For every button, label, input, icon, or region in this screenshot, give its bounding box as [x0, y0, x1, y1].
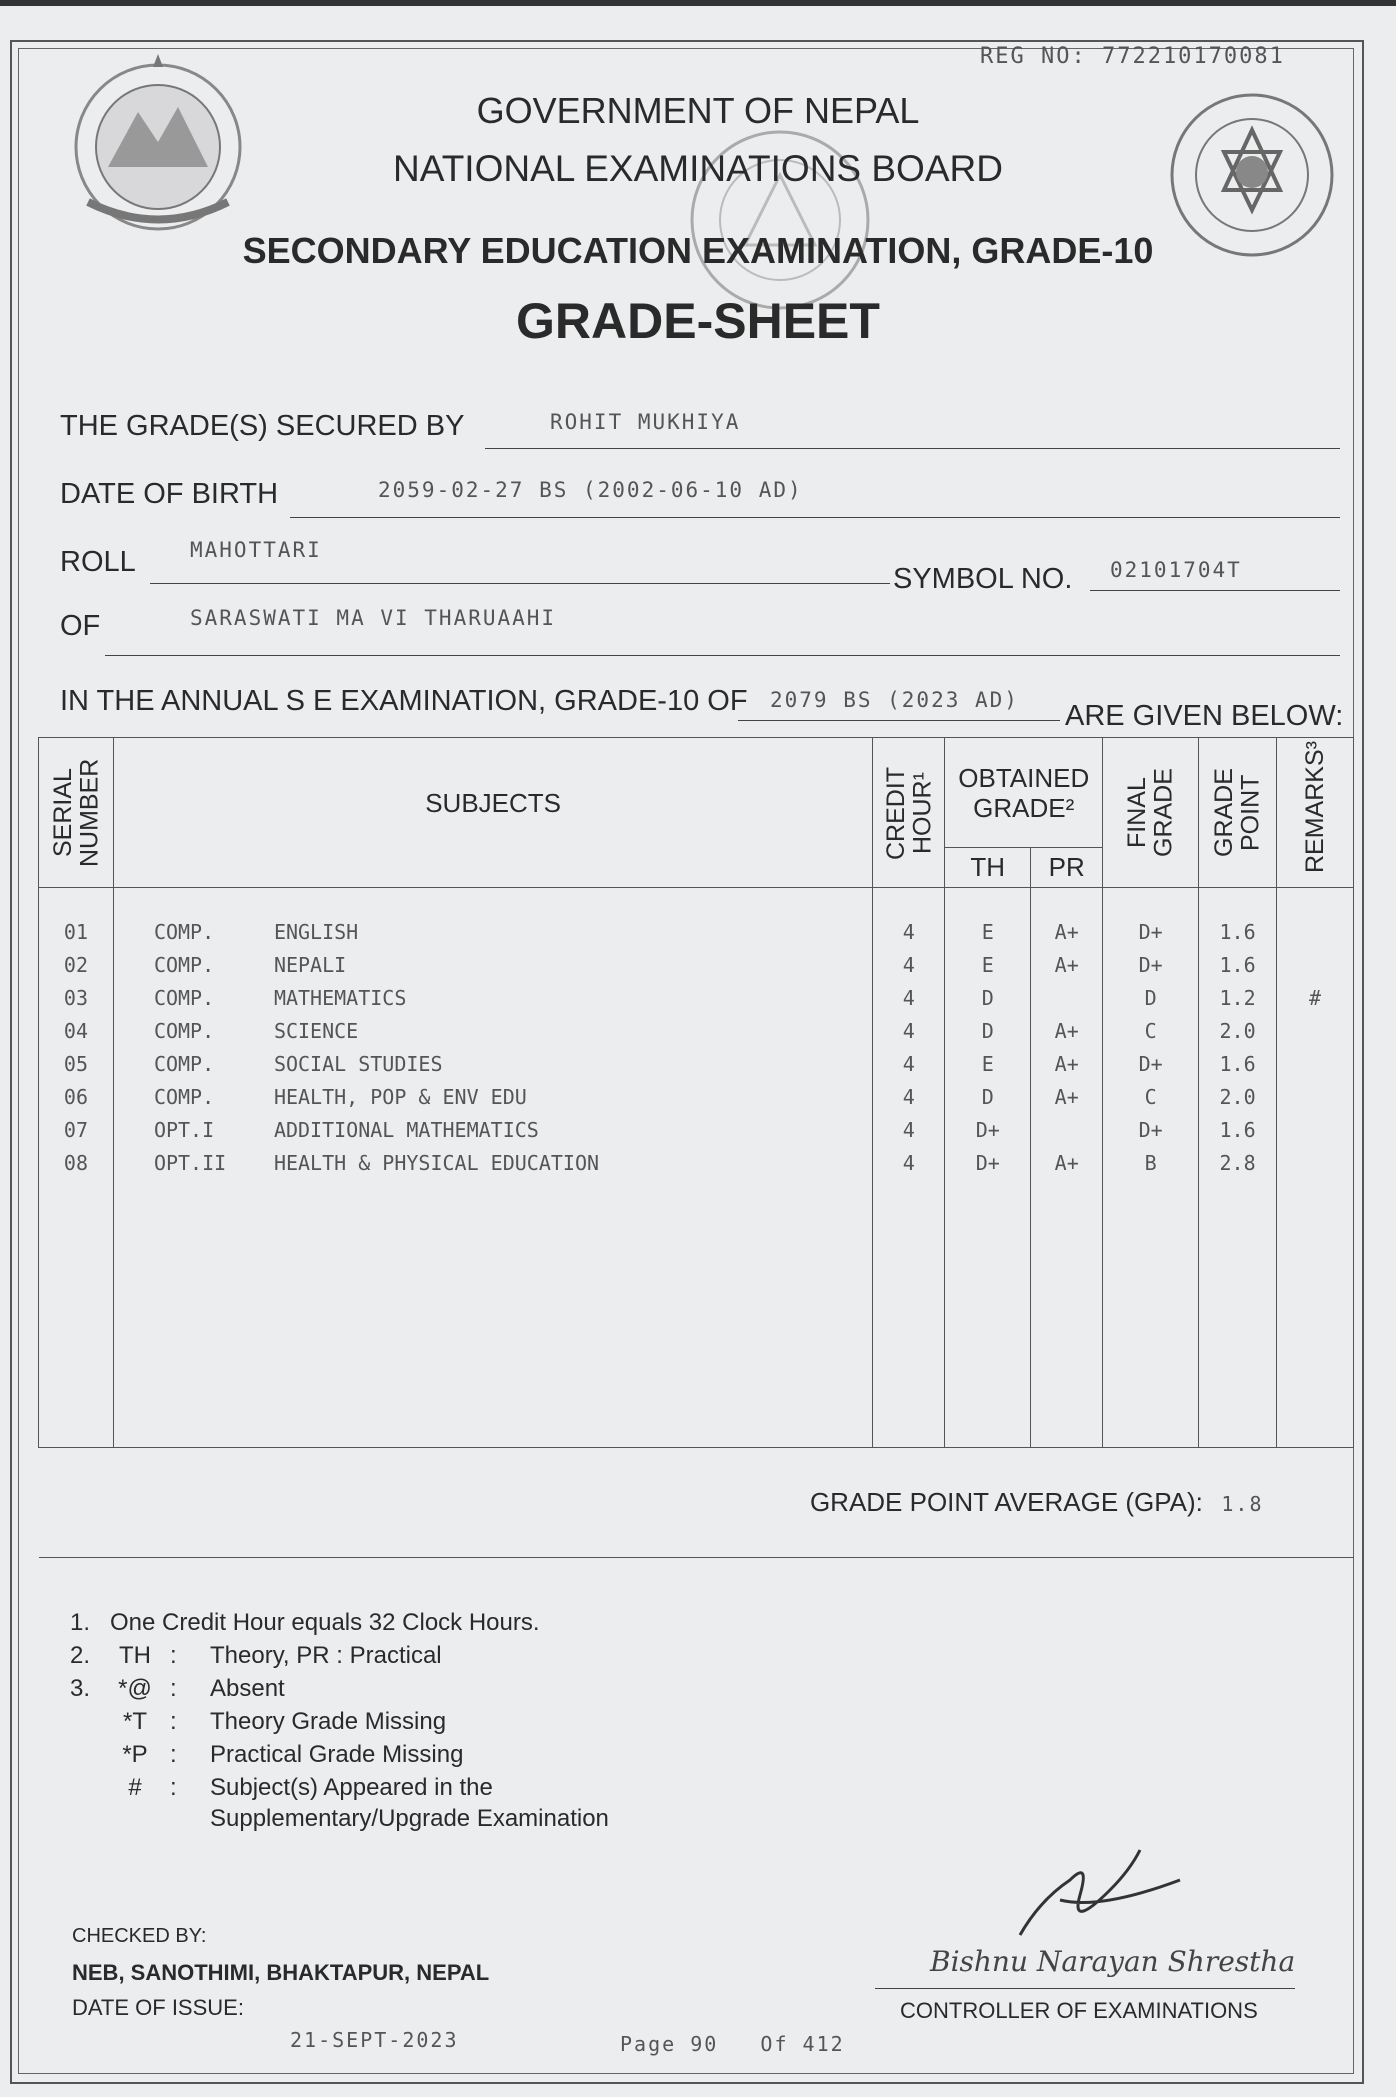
row-4-subject: COMP. SCIENCE [153, 1019, 359, 1043]
exam-prefix-label: IN THE ANNUAL S E EXAMINATION, GRADE-10 OF [60, 685, 748, 717]
row-3-ch: 4 [902, 986, 915, 1010]
dob-underline [290, 517, 1340, 518]
row-7-sn: 07 [63, 1118, 89, 1142]
symbol-number: 02101704T [1110, 558, 1242, 582]
row-4-gp: 2.0 [1219, 1019, 1256, 1043]
row-6-ch: 4 [902, 1085, 915, 1109]
board-title: NATIONAL EXAMINATIONS BOARD [393, 148, 1003, 189]
date-of-issue-label: DATE OF ISSUE: [72, 1995, 244, 2020]
header-pr: PR [1031, 848, 1103, 888]
row-6-pr: A+ [1054, 1085, 1079, 1109]
secured-by-label: THE GRADE(S) SECURED BY [60, 410, 465, 442]
row-1-subject: COMP. ENGLISH [153, 920, 359, 944]
row-1-ch: 4 [902, 920, 915, 944]
roll-label: ROLL [60, 546, 136, 578]
symbol-label: SYMBOL NO. [893, 563, 1073, 595]
note-item: # : Subject(s) Appeared in the Supplementary/Upgrade Examination [128, 1774, 609, 1832]
note-item: *T : Theory Grade Missing [123, 1708, 447, 1735]
student-name: ROHIT MUKHIYA [550, 410, 741, 434]
of-label: OF [60, 610, 101, 642]
row-1-sn: 01 [63, 920, 89, 944]
roll-underline [150, 583, 890, 584]
row-5-th: E [981, 1052, 994, 1076]
date-of-birth: 2059-02-27 BS (2002-06-10 AD) [378, 478, 803, 502]
row-2-ch: 4 [902, 953, 915, 977]
row-7-subject: OPT.I ADDITIONAL MATHEMATICS [153, 1118, 539, 1142]
header-th: TH [945, 848, 1031, 888]
row-5-gp: 1.6 [1219, 1052, 1256, 1076]
row-6-subject: COMP. HEALTH, POP & ENV EDU [153, 1085, 527, 1109]
final-grade-column [1103, 888, 1199, 1448]
pr-column [1031, 888, 1103, 1448]
row-5-sn: 05 [63, 1052, 89, 1076]
gpa-value: 1.8 [1221, 1492, 1264, 1516]
header-final-grade: FINAL GRADE [1103, 738, 1199, 888]
row-7-pr [1031, 1114, 1102, 1147]
row-2-gp: 1.6 [1219, 953, 1256, 977]
row-6-th: D [981, 1085, 994, 1109]
credit-column [873, 888, 945, 1448]
row-5-ch: 4 [902, 1052, 915, 1076]
row-3-pr [1031, 982, 1102, 1015]
row-4-rm [1277, 1015, 1353, 1048]
row-6-rm [1277, 1081, 1353, 1114]
row-5-pr: A+ [1054, 1052, 1079, 1076]
row-1-th: E [981, 920, 994, 944]
row-8-ch: 4 [902, 1151, 915, 1175]
signature-icon [1000, 1840, 1200, 1950]
row-4-ch: 4 [902, 1019, 915, 1043]
row-3-th: D [981, 986, 994, 1010]
row-6-fg: C [1144, 1085, 1157, 1109]
note-item: 2. TH : Theory, PR : Practical [70, 1642, 442, 1669]
nepal-emblem-icon [58, 52, 258, 242]
header-grade-point: GRADE POINT [1199, 738, 1277, 888]
header-serial: SERIAL NUMBER [39, 738, 114, 888]
row-6-gp: 2.0 [1219, 1085, 1256, 1109]
exam-title: SECONDARY EDUCATION EXAMINATION, GRADE-10 [242, 230, 1154, 271]
row-8-gp: 2.8 [1219, 1151, 1256, 1175]
row-1-rm [1277, 916, 1353, 949]
government-title: GOVERNMENT OF NEPAL [476, 90, 920, 131]
dob-label: DATE OF BIRTH [60, 478, 279, 510]
serial-column [39, 888, 114, 1448]
row-2-th: E [981, 953, 994, 977]
row-1-fg: D+ [1138, 920, 1163, 944]
row-2-sn: 02 [63, 953, 89, 977]
row-5-subject: COMP. SOCIAL STUDIES [153, 1052, 443, 1076]
row-4-th: D [981, 1019, 994, 1043]
row-2-fg: D+ [1138, 953, 1163, 977]
th-column [945, 888, 1031, 1448]
header-subjects: SUBJECTS [113, 738, 872, 888]
note-item: 1. One Credit Hour equals 32 Clock Hours. [70, 1609, 540, 1636]
row-5-rm [1277, 1048, 1353, 1081]
exam-suffix-label: ARE GIVEN BELOW: [1065, 700, 1344, 732]
row-2-rm [1277, 949, 1353, 982]
row-3-sn: 03 [63, 986, 89, 1010]
row-2-subject: COMP. NEPALI [153, 953, 347, 977]
symbol-underline [1090, 590, 1340, 591]
row-8-subject: OPT.II HEALTH & PHYSICAL EDUCATION [153, 1151, 600, 1175]
date-of-issue: 21-SEPT-2023 [290, 2028, 459, 2052]
name-underline [485, 448, 1340, 449]
row-4-pr: A+ [1054, 1019, 1079, 1043]
row-3-gp: 1.2 [1219, 986, 1256, 1010]
page-title: GRADE-SHEET [516, 293, 880, 349]
exam-year-underline [738, 720, 1060, 721]
header-remarks: REMARKS³ [1277, 738, 1354, 888]
controller-label: CONTROLLER OF EXAMINATIONS [900, 1998, 1258, 2023]
roll-value: MAHOTTARI [190, 538, 322, 562]
signature-underline [875, 1988, 1295, 1989]
note-item: *P : Practical Grade Missing [122, 1741, 464, 1768]
row-3-rm: # [1309, 986, 1322, 1010]
row-8-th: D+ [975, 1151, 1000, 1175]
page-counter: Page 90 Of 412 [620, 2032, 845, 2056]
remarks-column [1277, 888, 1354, 1448]
row-6-sn: 06 [63, 1085, 89, 1109]
grades-table [38, 737, 1354, 1558]
exam-year: 2079 BS (2023 AD) [770, 688, 1019, 712]
row-7-th: D+ [975, 1118, 1000, 1142]
grade-point-column [1199, 888, 1277, 1448]
row-8-rm [1277, 1147, 1353, 1180]
note-item: 3. *@ : Absent [70, 1675, 285, 1702]
row-1-gp: 1.6 [1219, 920, 1256, 944]
row-7-ch: 4 [902, 1118, 915, 1142]
notes-list [68, 1605, 660, 1836]
row-8-pr: A+ [1054, 1151, 1079, 1175]
table-body-row [39, 888, 1354, 1448]
gpa-label: GRADE POINT AVERAGE (GPA): [809, 1487, 1203, 1517]
row-7-rm [1277, 1114, 1353, 1147]
gpa-row [39, 1448, 1354, 1558]
row-8-sn: 08 [63, 1151, 89, 1175]
row-2-pr: A+ [1054, 953, 1079, 977]
row-4-sn: 04 [63, 1019, 89, 1043]
header-obtained-grade: OBTAINED GRADE² [945, 738, 1103, 848]
header-credit-hour: CREDIT HOUR¹ [873, 738, 945, 888]
subjects-column [113, 888, 872, 1448]
checked-by-label: CHECKED BY: [72, 1925, 207, 1947]
row-1-pr: A+ [1054, 920, 1079, 944]
issuer-address: NEB, SANOTHIMI, BHAKTAPUR, NEPAL [72, 1960, 490, 1985]
row-8-fg: B [1144, 1151, 1157, 1175]
row-4-fg: C [1144, 1019, 1157, 1043]
signatory-name: Bishnu Narayan Shrestha [930, 1945, 1296, 1978]
row-7-gp: 1.6 [1219, 1118, 1256, 1142]
reg-number: REG NO: 772210170081 [980, 44, 1285, 69]
top-edge-line [0, 0, 1396, 6]
school-underline [105, 655, 1340, 656]
row-3-subject: COMP. MATHEMATICS [153, 986, 407, 1010]
row-7-fg: D+ [1138, 1118, 1163, 1142]
school-name: SARASWATI MA VI THARUAAHI [190, 606, 557, 630]
row-5-fg: D+ [1138, 1052, 1163, 1076]
row-3-fg: D [1144, 986, 1157, 1010]
